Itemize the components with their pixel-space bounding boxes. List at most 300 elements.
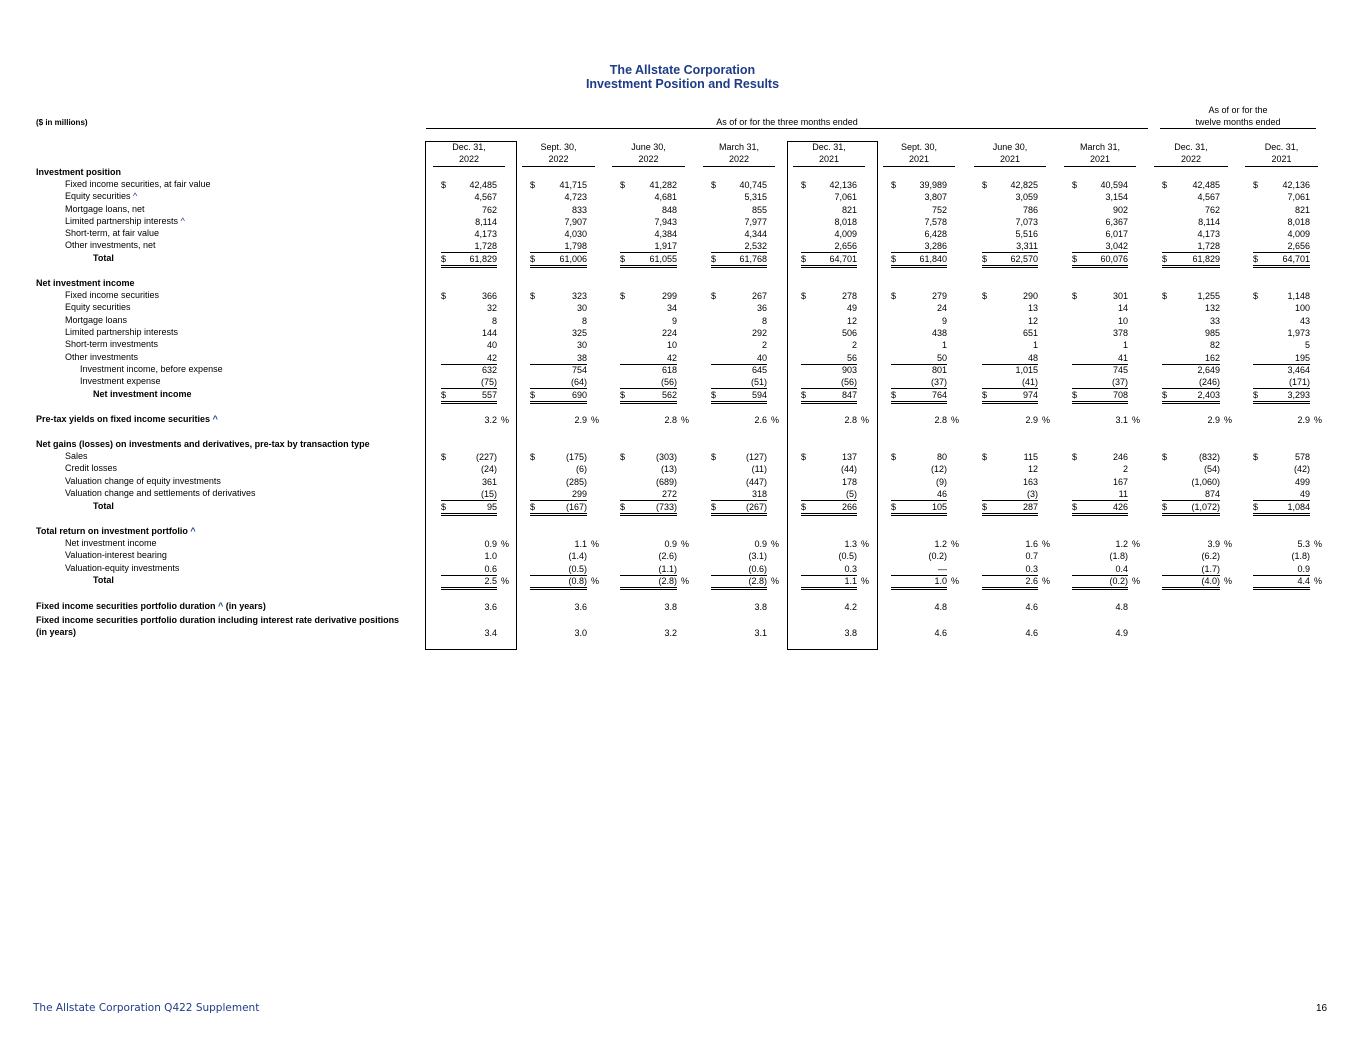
table-cell	[1072, 302, 1128, 314]
page-title: The Allstate Corporation	[609, 63, 756, 77]
percent-sign: %	[500, 576, 509, 586]
dollar-sign: $	[1253, 180, 1259, 190]
cell-value: 2.9	[1297, 415, 1310, 425]
cell-value: 246	[1112, 452, 1128, 462]
cell-value: 745	[1112, 365, 1128, 375]
cell-value: 1,728	[1197, 241, 1220, 251]
cell-value: 848	[661, 205, 677, 215]
row-label-credit-losses: Credit losses	[65, 463, 118, 473]
table-cell	[441, 601, 497, 613]
cell-value: 2.8	[664, 415, 677, 425]
table-cell	[620, 179, 677, 191]
cell-value: 1.3	[844, 539, 857, 549]
dollar-sign: $	[1162, 452, 1168, 462]
table-cell	[1072, 315, 1128, 327]
table-cell	[441, 253, 497, 268]
cell-value: 2.6	[754, 415, 767, 425]
table-cell	[1253, 501, 1310, 516]
table-cell	[711, 204, 767, 216]
table-cell	[530, 463, 587, 475]
cell-value: 61,006	[559, 254, 587, 264]
cell-value: —	[938, 564, 947, 574]
cell-value: 0.9	[754, 539, 767, 549]
table-cell	[801, 253, 857, 268]
table-cell	[1072, 290, 1128, 302]
cell-value: 3.1	[1115, 415, 1128, 425]
table-cell	[1162, 538, 1232, 550]
table-cell	[1253, 538, 1322, 550]
cell-value: 64,701	[1282, 254, 1310, 264]
cell-value: 557	[481, 390, 497, 400]
footnote-marker: ^	[180, 216, 185, 226]
cell-value: 42,485	[469, 180, 497, 190]
table-cell	[982, 364, 1038, 376]
table-cell	[441, 228, 497, 240]
cell-value: 40,745	[739, 180, 767, 190]
table-cell	[982, 501, 1038, 516]
cell-value: 11	[1118, 489, 1128, 499]
dollar-sign: $	[711, 502, 717, 512]
cell-value: 3.8	[664, 602, 677, 612]
dollar-sign: $	[891, 254, 897, 264]
table-cell	[620, 327, 677, 339]
table-cell	[1072, 228, 1128, 240]
table-cell	[982, 463, 1038, 475]
cell-value: 80	[936, 452, 947, 462]
dollar-sign: $	[441, 390, 447, 400]
table-cell	[1253, 463, 1310, 475]
cell-value: (56)	[840, 377, 857, 387]
table-cell	[1253, 476, 1310, 488]
cell-value: 40	[486, 340, 497, 350]
cell-value: 38	[576, 353, 587, 363]
cell-value: 30	[576, 340, 587, 350]
table-cell	[982, 204, 1038, 216]
dollar-sign: $	[801, 180, 807, 190]
table-cell	[982, 253, 1038, 268]
cell-value: 7,977	[744, 217, 767, 227]
table-cell	[530, 204, 587, 216]
column-header-year: 2022	[703, 153, 775, 167]
row-label-fixed-income-securities-at-fair-value: Fixed income securities, at fair value	[65, 179, 211, 189]
cell-value: 13	[1027, 303, 1038, 313]
row-label-fixed-income-securities-portfolio-duration-including-interest-rate-derivative-positions: Fixed income securities portfolio duration including interest rate derivative positions	[36, 615, 400, 625]
cell-value: 366	[481, 291, 497, 301]
cell-value: 195	[1294, 353, 1310, 363]
table-cell	[891, 216, 947, 228]
column-header-year: 2022	[522, 153, 595, 167]
cell-value: 39,989	[919, 180, 947, 190]
cell-value: 7,907	[564, 217, 587, 227]
table-cell	[620, 253, 677, 268]
row-label-other-investments: Other investments	[65, 352, 139, 362]
table-cell	[891, 627, 947, 639]
percent-sign: %	[1041, 539, 1050, 549]
row-label-mortgage-loans: Mortgage loans	[65, 315, 128, 325]
table-cell	[1253, 216, 1310, 228]
table-cell	[891, 327, 947, 339]
dollar-sign: $	[982, 291, 988, 301]
dollar-sign: $	[1253, 502, 1259, 512]
table-cell	[620, 538, 689, 550]
column-header-month: Dec. 31,	[812, 142, 846, 152]
cell-value: 34	[666, 303, 677, 313]
dollar-sign: $	[891, 452, 897, 462]
cell-value: 1.0	[934, 576, 947, 586]
table-cell	[801, 575, 869, 590]
table-cell	[801, 488, 857, 501]
table-cell	[711, 476, 767, 488]
table-cell	[801, 476, 857, 488]
table-cell	[891, 290, 947, 302]
cell-value: 618	[661, 365, 677, 375]
cell-value: 506	[841, 328, 857, 338]
table-cell	[1162, 253, 1220, 268]
cell-value: 4,681	[654, 192, 677, 202]
cell-value: (2.6)	[658, 551, 677, 561]
table-cell	[441, 339, 497, 351]
table-cell	[1253, 228, 1310, 240]
percent-sign: %	[770, 415, 779, 425]
cell-value: 1.2	[934, 539, 947, 549]
table-cell	[801, 451, 857, 463]
table-cell	[441, 302, 497, 314]
cell-value: 8,114	[1198, 217, 1220, 227]
table-cell	[1253, 488, 1310, 501]
table-cell	[891, 315, 947, 327]
table-cell	[711, 627, 767, 639]
cell-value: 9	[671, 316, 677, 326]
cell-value: 1,084	[1287, 502, 1310, 512]
row-label-total: Total	[93, 575, 114, 585]
column-header-year: 2022	[433, 153, 505, 167]
table-cell	[982, 315, 1038, 327]
table-cell	[620, 463, 677, 475]
cell-value: 645	[751, 365, 767, 375]
column-header-month: Dec. 31,	[452, 142, 486, 152]
table-cell	[620, 601, 677, 613]
percent-sign: %	[590, 576, 599, 586]
cell-value: 1	[1032, 340, 1038, 350]
cell-value: 42,136	[1282, 180, 1310, 190]
cell-value: 3.1	[754, 628, 767, 638]
cell-value: 3.6	[574, 602, 587, 612]
cell-value: (6.2)	[1201, 551, 1220, 561]
cell-value: 499	[1294, 477, 1310, 487]
cell-value: 95	[486, 502, 497, 512]
cell-value: 2.9	[1207, 415, 1220, 425]
table-cell	[801, 302, 857, 314]
table-cell	[530, 550, 587, 562]
table-cell	[891, 228, 947, 240]
dollar-sign: $	[801, 390, 807, 400]
cell-value: 40	[756, 353, 767, 363]
cell-value: (733)	[655, 502, 677, 512]
cell-value: 0.6	[484, 564, 497, 574]
footer-text: The Allstate Corporation Q422 Supplement	[33, 1002, 260, 1014]
table-cell	[1072, 501, 1128, 516]
cell-value: 562	[661, 390, 677, 400]
table-cell	[530, 339, 587, 351]
table-cell	[801, 364, 857, 376]
cell-value: 12	[846, 316, 857, 326]
row-label-net-investment-income: Net investment income	[65, 538, 157, 548]
cell-value: 3,464	[1287, 365, 1310, 375]
percent-sign: %	[950, 576, 959, 586]
table-cell	[620, 501, 677, 516]
row-label-net-gains-losses-on-investments-and-derivatives-pre-tax-by-transaction-type: Net gains (losses) on investments and derivatives, pre-tax by transaction type	[36, 439, 370, 449]
dollar-sign: $	[1162, 291, 1168, 301]
table-cell	[711, 488, 767, 501]
table-cell	[441, 538, 509, 550]
cell-value: 9	[941, 316, 947, 326]
cell-value: 8	[581, 316, 587, 326]
cell-value: (1,060)	[1191, 477, 1220, 487]
percent-sign: %	[1131, 539, 1140, 549]
percent-sign: %	[1313, 539, 1322, 549]
cell-value: 4.2	[844, 602, 857, 612]
column-header-month: March 31,	[1079, 142, 1121, 152]
cell-value: 4,173	[1197, 229, 1220, 239]
cell-value: 3.2	[484, 415, 497, 425]
table-cell	[801, 191, 857, 203]
dollar-sign: $	[1162, 254, 1168, 264]
cell-value: 0.7	[1025, 551, 1038, 561]
dollar-sign: $	[530, 180, 536, 190]
cell-value: 61,840	[919, 254, 947, 264]
dollar-sign: $	[441, 254, 447, 264]
cell-value: 4,030	[564, 229, 587, 239]
footnote-marker: ^	[212, 414, 218, 424]
cell-value: 8,018	[1287, 217, 1310, 227]
table-cell	[530, 315, 587, 327]
table-cell	[801, 389, 857, 404]
table-cell	[801, 538, 869, 550]
cell-value: 0.3	[1025, 564, 1038, 574]
table-cell	[1253, 253, 1310, 268]
cell-value: 61,829	[469, 254, 497, 264]
cell-value: (267)	[745, 502, 767, 512]
cell-value: 378	[1112, 328, 1128, 338]
cell-value: 4,384	[654, 229, 677, 239]
dollar-sign: $	[982, 180, 988, 190]
cell-value: 6,017	[1105, 229, 1128, 239]
table-cell	[530, 290, 587, 302]
cell-value: 48	[1027, 353, 1038, 363]
table-cell	[711, 364, 767, 376]
dollar-sign: $	[801, 291, 807, 301]
column-header-year: 2021	[1064, 153, 1136, 167]
row-label-short-term-at-fair-value: Short-term, at fair value	[65, 228, 160, 238]
table-cell	[1253, 179, 1310, 191]
column-header-year: 2022	[1154, 153, 1228, 167]
table-cell	[441, 627, 497, 639]
percent-sign: %	[770, 539, 779, 549]
cell-value: 46	[936, 489, 947, 499]
percent-sign: %	[680, 576, 689, 586]
table-cell	[711, 327, 767, 339]
row-label-other-investments-net: Other investments, net	[65, 240, 156, 250]
cell-value: 3,042	[1105, 241, 1128, 251]
column-header-month: Dec. 31,	[1174, 142, 1208, 152]
table-cell	[441, 550, 497, 562]
table-cell	[530, 364, 587, 376]
table-cell	[1253, 315, 1310, 327]
cell-value: 1.6	[1025, 539, 1038, 549]
table-cell	[1072, 414, 1140, 426]
row-label-net-investment-income: Net investment income	[36, 278, 135, 288]
dollar-sign: $	[1072, 452, 1078, 462]
table-cell	[1162, 240, 1220, 253]
table-cell	[711, 253, 767, 268]
cell-value: 833	[571, 205, 587, 215]
table-cell	[530, 389, 587, 404]
table-cell	[711, 240, 767, 253]
dollar-sign: $	[711, 452, 717, 462]
table-cell	[530, 228, 587, 240]
cell-value: 33	[1209, 316, 1220, 326]
cell-value: (285)	[565, 477, 587, 487]
cell-value: 61,829	[1192, 254, 1220, 264]
table-cell	[1072, 575, 1140, 590]
cell-value: 821	[1294, 205, 1310, 215]
table-cell	[1162, 290, 1220, 302]
footnote-marker: ^	[190, 526, 196, 536]
row-label-equity-securities: Equity securities	[65, 302, 131, 312]
cell-value: 2,656	[834, 241, 857, 251]
page-number: 16	[1316, 1003, 1328, 1014]
cell-value: 1.1	[574, 539, 587, 549]
cell-value: 8	[761, 316, 767, 326]
table-cell	[1162, 315, 1220, 327]
cell-value: 56	[846, 353, 857, 363]
table-cell	[1162, 414, 1232, 426]
cell-value: 5,516	[1015, 229, 1038, 239]
table-cell	[891, 575, 959, 590]
table-cell	[1072, 451, 1128, 463]
dollar-sign: $	[441, 180, 447, 190]
percent-sign: %	[1313, 576, 1322, 586]
cell-value: 4,344	[744, 229, 767, 239]
cell-value: (9)	[936, 477, 947, 487]
cell-value: 361	[481, 477, 497, 487]
cell-value: 12	[1027, 316, 1038, 326]
cell-value: (0.2)	[928, 551, 947, 561]
table-cell	[441, 501, 497, 516]
cell-value: 43	[1299, 316, 1310, 326]
table-cell	[982, 627, 1038, 639]
cell-value: (5)	[846, 489, 857, 499]
percent-sign: %	[500, 539, 509, 549]
table-cell	[1072, 339, 1128, 351]
cell-value: 2.9	[1025, 415, 1038, 425]
table-cell	[1072, 253, 1128, 268]
cell-value: 6,428	[924, 229, 947, 239]
table-cell	[1072, 240, 1128, 253]
table-cell	[1253, 414, 1322, 426]
cell-value: 272	[661, 489, 677, 499]
dollar-sign: $	[620, 254, 626, 264]
table-cell	[620, 550, 677, 562]
cell-value: 5	[1304, 340, 1310, 350]
table-cell	[1162, 376, 1220, 389]
cell-value: 2	[761, 340, 767, 350]
column-header-year: 2021	[1245, 153, 1318, 167]
table-cell	[620, 240, 677, 253]
cell-value: 4,009	[834, 229, 857, 239]
cell-value: 752	[931, 205, 947, 215]
table-cell	[620, 216, 677, 228]
cell-value: 1,728	[474, 241, 497, 251]
table-cell	[1072, 191, 1128, 203]
cell-value: 1.2	[1115, 539, 1128, 549]
dollar-sign: $	[801, 502, 807, 512]
cell-value: 14	[1117, 303, 1128, 313]
cell-value: (1,072)	[1191, 502, 1220, 512]
column-header-0	[433, 141, 505, 167]
cell-value: 4,567	[474, 192, 497, 202]
table-cell	[982, 302, 1038, 314]
table-cell	[530, 253, 587, 268]
dollar-sign: $	[891, 390, 897, 400]
table-cell	[441, 414, 509, 426]
cell-value: (0.6)	[748, 564, 767, 574]
table-cell	[891, 501, 947, 516]
table-cell	[711, 538, 779, 550]
cell-value: 299	[571, 489, 587, 499]
table-cell	[1072, 376, 1128, 389]
cell-value: (6)	[576, 464, 587, 474]
column-header-2	[612, 141, 685, 167]
cell-value: 30	[576, 303, 587, 313]
column-header-1	[522, 141, 595, 167]
table-cell	[982, 414, 1050, 426]
table-cell	[620, 290, 677, 302]
column-header-month: Sept. 30,	[540, 142, 577, 152]
cell-value: 42,825	[1010, 180, 1038, 190]
dollar-sign: $	[530, 502, 536, 512]
table-cell	[1162, 228, 1220, 240]
table-cell	[711, 550, 767, 562]
cell-value: 2.5	[484, 576, 497, 586]
row-label-total: Total	[93, 501, 114, 511]
cell-value: 8,018	[834, 217, 857, 227]
cell-value: 855	[751, 205, 767, 215]
cell-value: 61,768	[739, 254, 767, 264]
cell-value: 115	[1023, 452, 1038, 462]
table-cell	[891, 389, 947, 404]
cell-value: (15)	[480, 489, 497, 499]
table-cell	[1162, 327, 1220, 339]
table-cell	[891, 253, 947, 268]
column-header-year: 2021	[974, 153, 1046, 167]
cell-value: 4.6	[1025, 602, 1038, 612]
cell-value: 3.2	[664, 628, 677, 638]
dollar-sign: $	[982, 502, 988, 512]
cell-value: 42	[486, 353, 497, 363]
cell-value: (3)	[1027, 489, 1038, 499]
dollar-sign: $	[711, 291, 717, 301]
cell-value: 278	[841, 291, 857, 301]
row-label-limited-partnership-interests: Limited partnership interests	[65, 327, 179, 337]
table-cell	[530, 575, 599, 590]
cell-value: 287	[1022, 502, 1038, 512]
table-cell	[620, 476, 677, 488]
cell-value: 62,570	[1010, 254, 1038, 264]
cell-value: (13)	[660, 464, 677, 474]
percent-sign: %	[950, 415, 959, 425]
table-cell	[530, 538, 599, 550]
